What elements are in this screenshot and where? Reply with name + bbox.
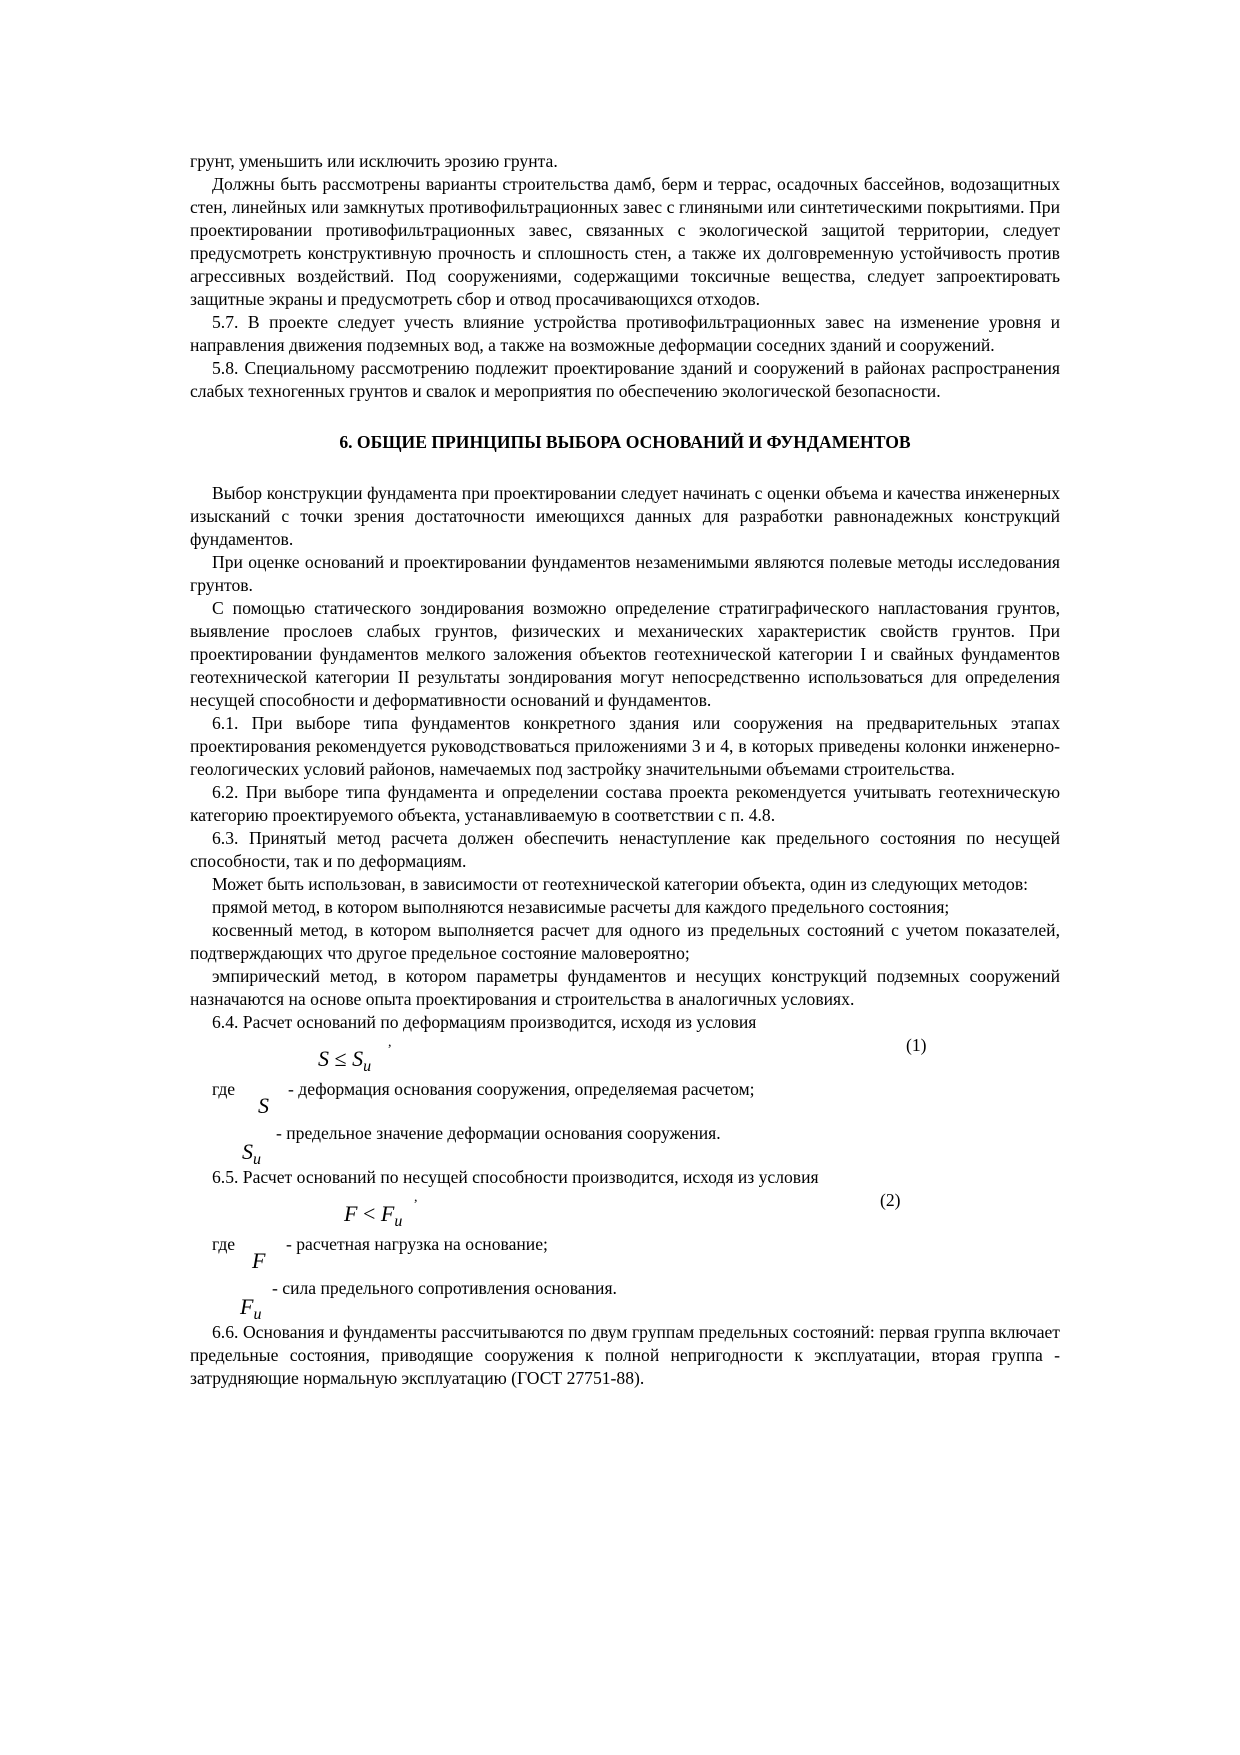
paragraph-direct-method: прямой метод, в котором выполняются независимые расчеты для каждого предельного состояния; <box>212 897 950 917</box>
formula-1-operator: ≤ <box>334 1046 347 1071</box>
formula-1-rhs: S <box>352 1046 364 1071</box>
paragraph-6-3: 6.3. Принятый метод расчета должен обеспечить ненаступление как предельного состояния по несущей способности, так и по деформациям. <box>190 828 1060 871</box>
paragraph-6-6: 6.6. Основания и фундаменты рассчитываются по двум группам предельных состояний: первая группа включает предельные состояния, приводящие сооружения к полной непригодности к эксплуатации, вторая группа - затрудняющие нормальную эксплуатацию (ГОСТ 27751-88). <box>190 1322 1060 1388</box>
where-1-line-1 <box>190 1078 1060 1122</box>
paragraph-indirect-method: косвенный метод, в котором выполняется расчет для одного из предельных состояний с учетом показателей, подтверждающих что другое предельное состояние маловероятно; <box>190 920 1060 963</box>
formula-2-rhs-sub: u <box>394 1213 403 1230</box>
paragraph-methods-intro: Может быть использован, в зависимости от геотехнической категории объекта, один из следующих методов: <box>212 874 1029 894</box>
paragraph-empirical-method: эмпирический метод, в котором параметры фундаментов и несущих конструкций подземных сооружений назначаются на основе опыта проектирования и строительства в аналогичных условиях. <box>190 966 1060 1009</box>
paragraph-5-7: 5.7. В проекте следует учесть влияние устройства противофильтрационных завес на изменение уровня и направления движения подземных вод, а также на возможные деформации соседних зданий и сооружений. <box>190 312 1060 355</box>
document-page <box>190 150 1060 1390</box>
where-1-text-1: - деформация основания сооружения, определяемая расчетом; <box>288 1079 755 1099</box>
paragraph-static-sounding: С помощью статического зондирования возможно определение стратиграфического напластования грунтов, выявление прослоев слабых грунтов, физических и механических характеристик свойств грунтов. При проектировании фундаментов мелкого заложения объектов геотехнической категории I и свайных фундаментов геотехнической категории II результаты зондирования могут непосредственно использоваться для определения несущей способности и деформативности оснований и фундаментов. <box>190 598 1060 710</box>
where-2-line-1 <box>190 1233 1060 1277</box>
formula-2-block <box>190 1189 1060 1233</box>
paragraph-erosion: грунт, уменьшить или исключить эрозию грунта. <box>190 151 558 171</box>
where-2-symbol-1: F <box>252 1248 266 1273</box>
formula-2-operator: < <box>362 1201 376 1226</box>
formula-1-lhs: S <box>318 1046 329 1071</box>
where-2-line-2 <box>190 1277 1060 1321</box>
where-2-symbol-2: $F_u$ <box>240 1294 262 1323</box>
formula-2 <box>344 1201 402 1235</box>
where-word: где <box>212 1079 236 1099</box>
paragraph-5-8: 5.8. Специальному рассмотрению подлежит проектирование зданий и сооружений в районах распространения слабых техногенных грунтов и свалок и мероприятия по обеспечению экологической безопасности. <box>190 358 1060 401</box>
formula-2-number: (2) <box>880 1190 901 1210</box>
formula-2-comma: , <box>414 1190 418 1205</box>
formula-2-rhs: F <box>380 1201 395 1226</box>
paragraph-6-4: 6.4. Расчет оснований по деформациям производится, исходя из условия <box>212 1012 757 1032</box>
paragraph-6-5: 6.5. Расчет оснований по несущей способности производится, исходя из условия <box>212 1167 819 1187</box>
section-heading: 6. ОБЩИЕ ПРИНЦИПЫ ВЫБОРА ОСНОВАНИЙ И ФУНДАМЕНТОВ <box>339 432 911 452</box>
formula-1-number: (1) <box>906 1035 927 1055</box>
where-2-text-1: - расчетная нагрузка на основание; <box>286 1234 548 1254</box>
formula-1-block <box>190 1034 1060 1078</box>
formula-1-rhs-sub: u <box>363 1058 372 1075</box>
formula-1-comma: , <box>388 1035 392 1050</box>
where-word-2: где <box>212 1234 236 1254</box>
where-1-text-2: - предельное значение деформации основания сооружения. <box>276 1123 721 1143</box>
formula-2-lhs: F <box>344 1201 358 1226</box>
paragraph-field-methods: При оценке оснований и проектировании фундаментов незаменимыми являются полевые методы исследования грунтов. <box>190 552 1060 595</box>
paragraph-6-1: 6.1. При выборе типа фундаментов конкретного здания или сооружения на предварительных этапах проектирования рекомендуется руководствоваться приложениями 3 и 4, в которых приведены колонки инженерно-геологических условий районов, намечаемых под застройку значительными объемами строительства. <box>190 713 1060 779</box>
paragraph-choice: Выбор конструкции фундамента при проектировании следует начинать с оценки объема и качества инженерных изысканий с точки зрения достаточности имеющихся данных для разработки равнонадежных конструкций фундаментов. <box>190 483 1060 549</box>
where-2-text-2: - сила предельного сопротивления основания. <box>272 1278 617 1298</box>
formula-1 <box>318 1046 371 1080</box>
where-1-symbol-2: $S_u$ <box>242 1139 261 1168</box>
where-1-symbol-1: S <box>258 1093 269 1118</box>
where-1-line-2 <box>190 1122 1060 1166</box>
paragraph-dams: Должны быть рассмотрены варианты строительства дамб, берм и террас, осадочных бассейнов, водозащитных стен, линейных или замкнутых противофильтрационных завес с глиняными или синтетическими покрытиями. При проектировании противофильтрационных завес, связанных с экологической защитой территории, следует предусмотреть конструктивную прочность и сплошность стен, а также их долговременную устойчивость против агрессивных воздействий. Под сооружениями, содержащими токсичные вещества, следует запроектировать защитные экраны и предусмотреть сбор и отвод просачивающихся отходов. <box>190 174 1060 309</box>
paragraph-6-2: 6.2. При выборе типа фундамента и определении состава проекта рекомендуется учитывать геотехническую категорию проектируемого объекта, устанавливаемую в соответствии с п. 4.8. <box>190 782 1060 825</box>
